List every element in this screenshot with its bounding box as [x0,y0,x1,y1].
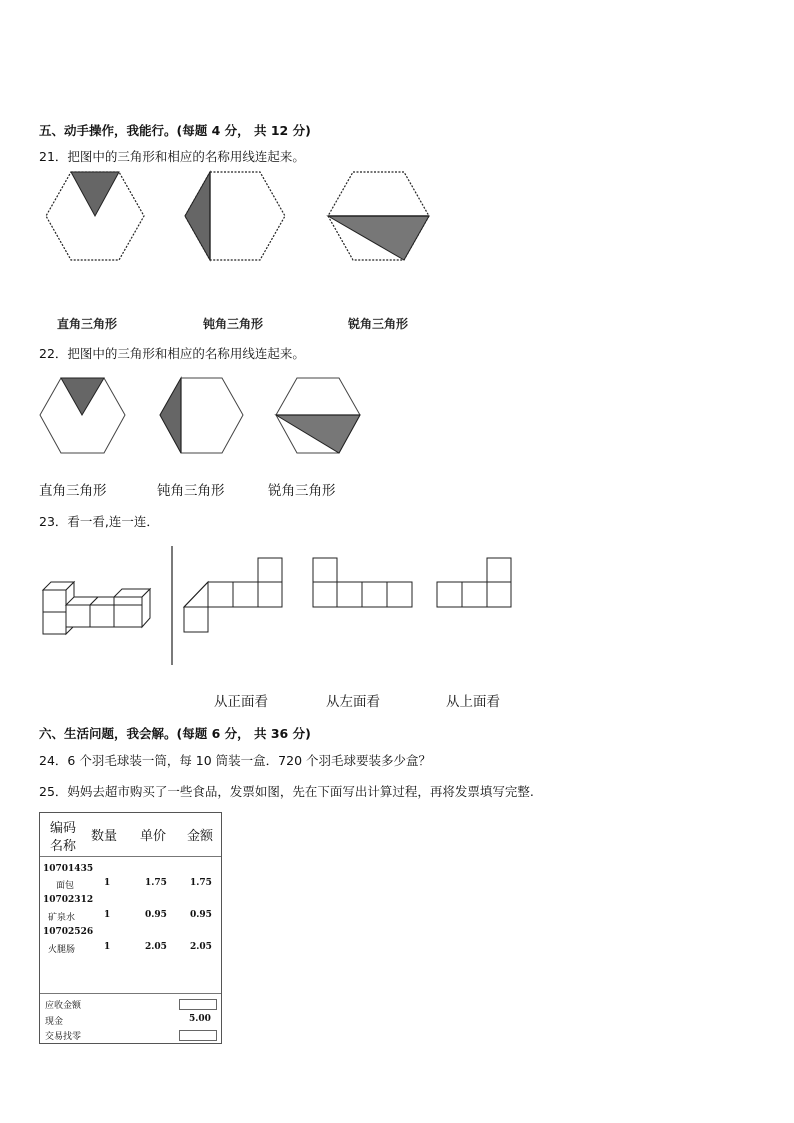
receipt-change-label: 交易找零 [45,1032,82,1042]
receipt-cash-label: 现金 [45,1017,64,1027]
question-22-text: 22．把图中的三角形和相应的名称用线连起来。 [39,346,305,361]
section-6-title: 六、生活问题，我会解。(每题 6 分， 共 36 分) [39,726,311,741]
receipt-item-name: 火腿肠 [48,945,76,955]
receipt-header-price: 单价 [140,829,167,844]
receipt-item-code: 10702312 [43,895,94,905]
q21-label-obtuse: 钝角三角形 [203,317,264,331]
receipt [39,812,222,1044]
receipt-item-price: 2.05 [145,942,167,952]
receipt-header-qty: 数量 [91,829,118,844]
section-5-title: 五、动手操作，我能行。(每题 4 分， 共 12 分) [39,123,311,138]
q21-label-right: 直角三角形 [57,317,118,331]
receipt-due-label: 应收金额 [45,1001,82,1011]
receipt-header-name: 名称 [50,839,77,854]
question-23-text: 23．看一看,连一连． [39,514,159,529]
q23-view-3 [437,558,511,607]
receipt-item-qty: 1 [104,942,111,952]
receipt-item-qty: 1 [104,910,111,920]
question-21-text: 21．把图中的三角形和相应的名称用线连起来。 [39,149,305,164]
q23-view-2 [313,558,412,607]
receipt-cash-value: 5.00 [189,1014,211,1024]
receipt-item-price: 0.95 [145,910,167,920]
q22-label-acute: 锐角三角形 [268,483,336,499]
receipt-header-amount: 金额 [187,829,214,844]
q23-3d-cube-stack [43,582,150,634]
q23-label-top: 从上面看 [446,694,500,710]
q23-label-left: 从左面看 [326,694,380,710]
q22-label-obtuse: 钝角三角形 [157,483,225,499]
question-24-text: 24．6 个羽毛球装一筒，每 10 筒装一盒．720 个羽毛球要装多少盒？ [39,753,432,768]
receipt-item-code: 10702526 [43,927,94,937]
receipt-items [40,856,221,994]
q23-view-1 [184,558,282,632]
receipt-item-amount: 2.05 [190,942,212,952]
q22-label-right: 直角三角形 [39,483,107,499]
q21-label-acute: 锐角三角形 [348,317,409,331]
receipt-item-code: 10701435 [43,864,94,874]
receipt-due-input[interactable] [179,999,217,1010]
receipt-header-code: 编码 [50,821,77,836]
receipt-item-qty: 1 [104,878,111,888]
receipt-item-amount: 0.95 [190,910,212,920]
q23-label-front: 从正面看 [214,694,268,710]
receipt-change-input[interactable] [179,1030,217,1041]
receipt-item-name: 矿泉水 [48,913,76,923]
receipt-item-price: 1.75 [145,878,167,888]
receipt-item-name: 面包 [56,881,75,891]
receipt-item-amount: 1.75 [190,878,212,888]
question-25-text: 25．妈妈去超市购买了一些食品，发票如图，先在下面写出计算过程，再将发票填写完整. [39,784,534,799]
receipt-header [40,813,221,857]
